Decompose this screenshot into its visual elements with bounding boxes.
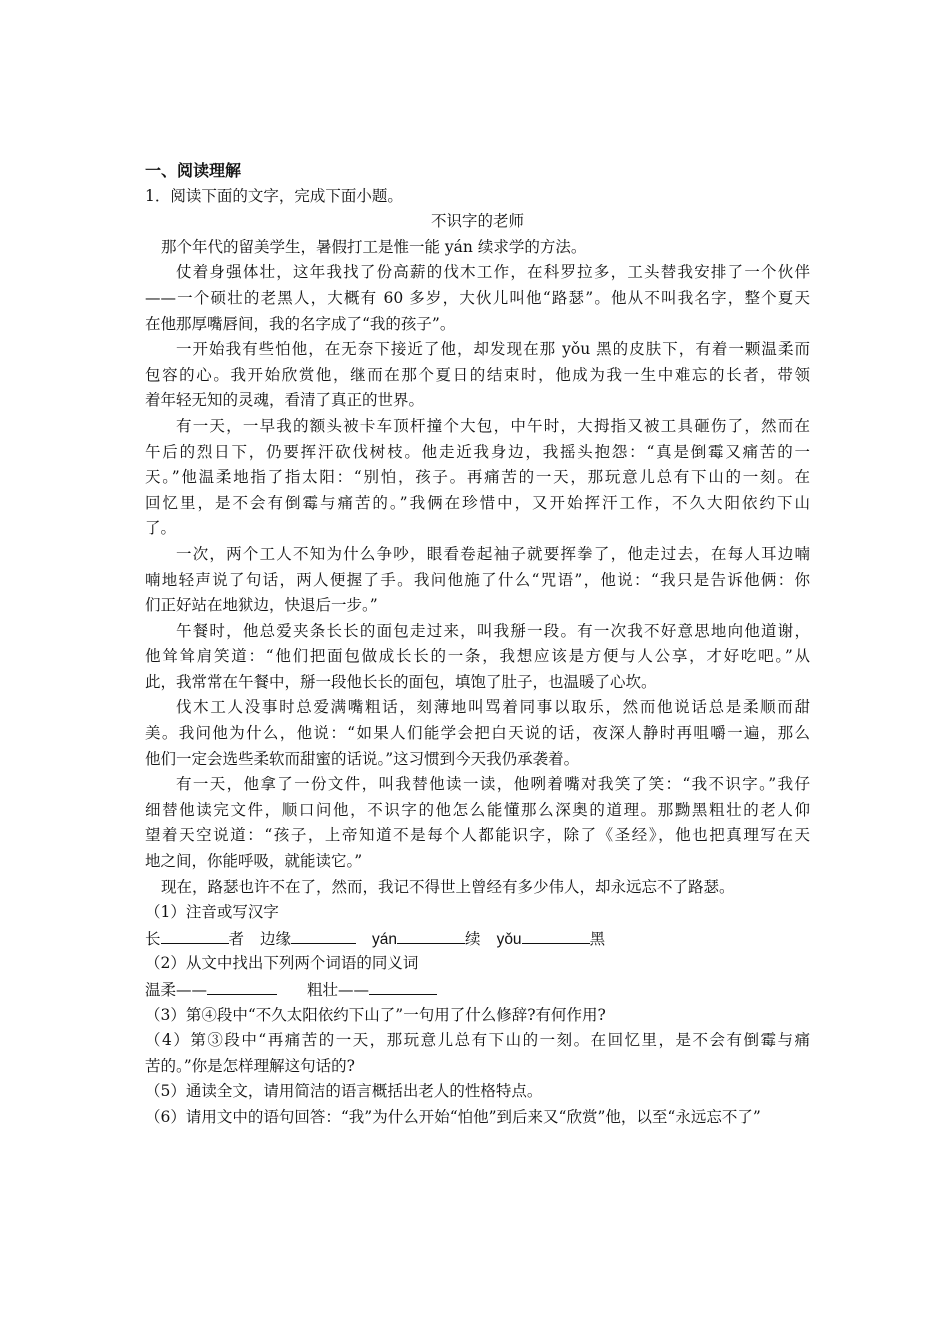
paragraph-line: 他耸耸肩笑道：“他们把面包做成长长的一条，我想应该是方便与人公享，才好吃吧。”从 — [145, 647, 810, 666]
answer-blank[interactable] — [207, 977, 277, 995]
paragraph-line: 地之间，你能呼吸，就能读它。” — [145, 852, 363, 871]
answer-blank[interactable] — [161, 926, 229, 944]
paragraph-line: 有一天，一早我的额头被卡车顶杆撞个大包，中午时，大拇指又被工具砸伤了，然而在 — [176, 416, 810, 435]
question-5: （5）通读全文，请用简洁的语言概括出老人的性格特点。 — [145, 1082, 543, 1101]
q1-item-text: 长 — [145, 929, 161, 948]
paragraph-line: 有一天，他拿了一份文件，叫我替他读一读，他咧着嘴对我笑了笑：“我不识字。”我仔 — [176, 775, 810, 794]
question-2-label: （2）从文中找出下列两个词语的同义词 — [145, 954, 419, 973]
paragraph-line: 包容的心。我开始欣赏他，继而在那个夏日的结束时，他成为我一生中难忘的长者，带领 — [145, 365, 810, 384]
paragraph-line: 一开始我有些怕他，在无奈下接近了他，却发现在那 yǒu 黑的皮肤下，有着一颗温柔而 — [176, 340, 810, 359]
answer-blank[interactable] — [522, 926, 590, 944]
answer-blank[interactable] — [369, 977, 437, 995]
paragraph-line: 在他那厚嘴唇间，我的名字成了“我的孩子”。 — [145, 314, 456, 333]
paragraph-line: 午后的烈日下，仍要挥汗砍伐树枝。他走近我身边，我摇头抱怨：“真是倒霉又痛苦的一 — [145, 442, 810, 461]
q2-item-text: 温柔—— — [145, 981, 208, 999]
q1-item-text: yán — [372, 930, 398, 948]
paragraph-line: 伐木工人没事时总爱满嘴粗话，刻薄地叫骂着同事以取乐，然而他说话总是柔顺而甜 — [176, 698, 810, 717]
question-4-line: 苦的。”你是怎样理解这句话的? — [145, 1056, 355, 1075]
paragraph-line: 他们一定会选些柔软而甜蜜的话说。”这习惯到今天我仍承袭着。 — [145, 749, 580, 768]
paragraph-line: ——一个硕壮的老黑人，大概有 60 多岁，大伙儿叫他“路瑟”。他从不叫我名字，整个夏天 — [145, 288, 810, 307]
paragraph-line: 望着天空说道：“孩子，上帝知道不是每个人都能识字，除了《圣经》，他也把真理写在天 — [145, 826, 810, 845]
paragraph-line: 了。 — [145, 519, 177, 538]
paragraph-line: 现在，路瑟也许不在了，然而，我记不得世上曾经有多少伟人，却永远忘不了路瑟。 — [161, 877, 735, 896]
question-1-blanks — [145, 926, 810, 952]
paragraph-line: 喃地轻声说了句话，两人便握了手。我问他施了什么“咒语”，他说：“我只是告诉他俩：你 — [145, 570, 810, 589]
q1-item-text: 黑 — [589, 929, 606, 948]
paragraph-line: 美。我问他为什么，他说：“如果人们能学会把白天说的话，夜深人静时再咀嚼一遍，那么 — [145, 724, 810, 743]
q1-item-text: yǒu — [496, 930, 522, 948]
question-3: （3）第④段中“不久太阳依约下山了”一句用了什么修辞?有何作用? — [145, 1005, 606, 1024]
paragraph-line: 天。”他温柔地指了指太阳：“别怕，孩子。再痛苦的一天，那玩意儿总有下山的一刻。在 — [145, 468, 810, 487]
document-content — [145, 158, 810, 1131]
paragraph-line: 一次，两个工人不知为什么争吵，眼看卷起袖子就要挥拳了，他走过去，在每人耳边喃 — [176, 544, 810, 563]
answer-blank[interactable] — [397, 926, 465, 944]
question-6: （6）请用文中的语句回答：“我”为什么开始“怕他”到后来又“欣赏”他，以至“永远忘不了” — [145, 1107, 761, 1126]
article-title: 不识字的老师 — [430, 212, 524, 231]
paragraph-line: 细替他读完文件，顺口问他，不识字的他怎么能懂那么深奥的道理。那黝黑粗壮的老人仰 — [145, 800, 810, 819]
q2-item-text: 粗壮—— — [307, 981, 370, 999]
paragraph-line: 着年轻无知的灵魂，看清了真正的世界。 — [145, 391, 425, 410]
question-1-label: （1）注音或写汉字 — [145, 903, 279, 922]
q1-item-text: 者 — [228, 929, 245, 948]
paragraph-line: 回忆里，是不会有倒霉与痛苦的。”我俩在珍惜中，又开始挥汗工作，不久大阳依约下山 — [145, 493, 810, 512]
paragraph-line: 那个年代的留美学生，暑假打工是惟一能 yán 续求学的方法。 — [161, 237, 587, 256]
paragraph-line: 仗着身强体壮，这年我找了份高薪的伐木工作，在科罗拉多，工头替我安排了一个伙伴 — [176, 263, 810, 282]
paragraph-line: 此，我常常在午餐中，掰一段他长长的面包，填饱了肚子，也温暖了心坎。 — [145, 672, 657, 691]
question-2-blanks — [145, 977, 810, 1003]
answer-blank[interactable] — [291, 926, 356, 944]
question-4-line: （4）第③段中“再痛苦的一天，那玩意儿总有下山的一刻。在回忆里，是不会有倒霉与痛 — [145, 1031, 810, 1050]
paragraph-line: 午餐时，他总爱夹条长长的面包走过来，叫我掰一段。有一次我不好意思地向他道谢， — [176, 621, 810, 640]
paragraph-line: 们正好站在地狱边，快退后一步。” — [145, 596, 378, 615]
q1-item-text: 续 — [465, 929, 481, 948]
question-intro: 1．阅读下面的文字，完成下面小题。 — [145, 186, 403, 205]
q1-item-text: 边缘 — [260, 929, 292, 948]
section-title: 一、阅读理解 — [145, 161, 242, 180]
